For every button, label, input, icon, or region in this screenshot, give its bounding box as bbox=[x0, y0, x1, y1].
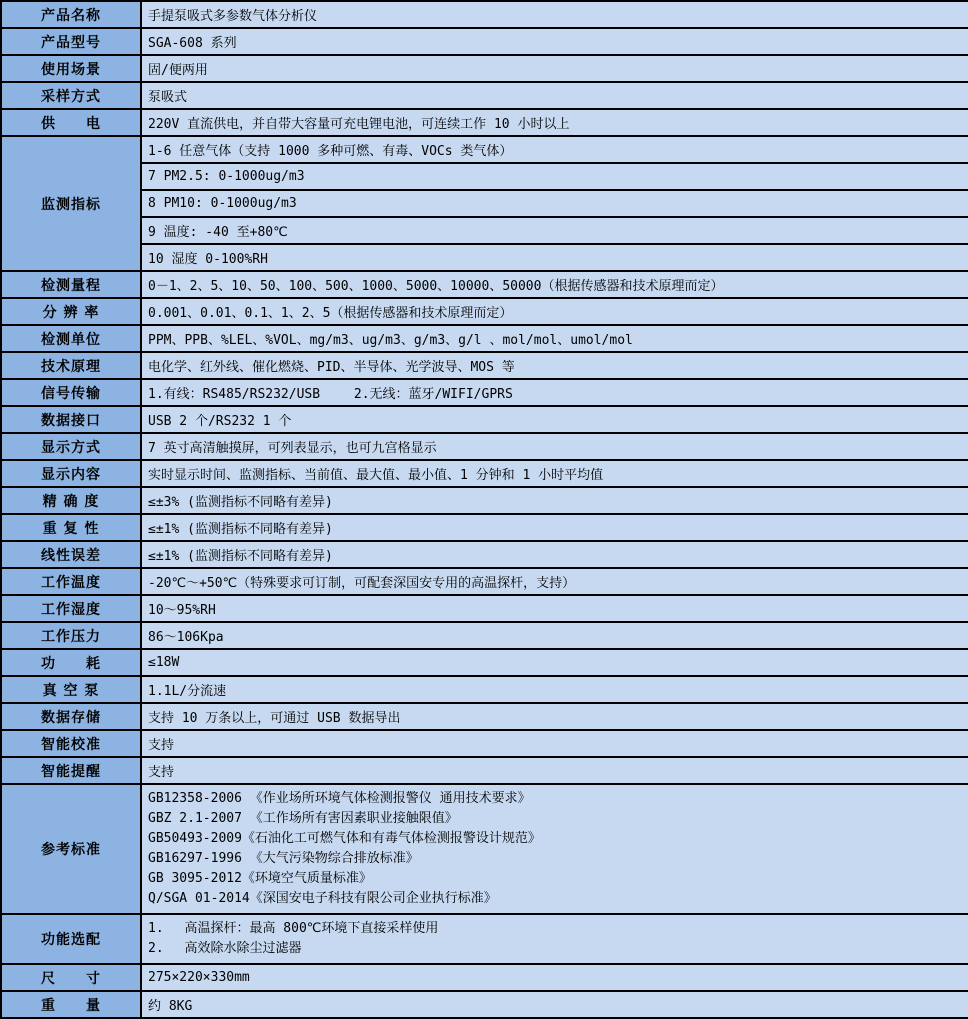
table-row bbox=[1, 1, 968, 28]
spec-label: 重 复 性 bbox=[1, 514, 141, 541]
table-row bbox=[1, 757, 968, 784]
spec-value: 10～95%RH bbox=[141, 595, 968, 622]
table-row bbox=[1, 595, 968, 622]
spec-label: 采样方式 bbox=[1, 82, 141, 109]
spec-value bbox=[141, 784, 968, 914]
table-row bbox=[1, 55, 968, 82]
spec-value: ≤±1% (监测指标不同略有差异) bbox=[141, 541, 968, 568]
table-row bbox=[1, 217, 968, 244]
spec-value: 约 8KG bbox=[141, 991, 968, 1018]
table-row bbox=[1, 703, 968, 730]
table-row bbox=[1, 244, 968, 271]
table-row bbox=[1, 676, 968, 703]
spec-label: 工作温度 bbox=[1, 568, 141, 595]
spec-label: 线性误差 bbox=[1, 541, 141, 568]
table-row bbox=[1, 109, 968, 136]
spec-label: 真 空 泵 bbox=[1, 676, 141, 703]
spec-label: 供 电 bbox=[1, 109, 141, 136]
table-row bbox=[1, 541, 968, 568]
spec-label: 尺 寸 bbox=[1, 964, 141, 991]
spec-label: 检测量程 bbox=[1, 271, 141, 298]
table-row bbox=[1, 622, 968, 649]
spec-label: 工作压力 bbox=[1, 622, 141, 649]
spec-value bbox=[141, 914, 968, 964]
spec-value: ≤±1% (监测指标不同略有差异) bbox=[141, 514, 968, 541]
spec-value: 7 英寸高清触摸屏，可列表显示，也可九宫格显示 bbox=[141, 433, 968, 460]
spec-label: 检测单位 bbox=[1, 325, 141, 352]
table-row bbox=[1, 514, 968, 541]
table-row bbox=[1, 649, 968, 676]
table-row bbox=[1, 964, 968, 991]
spec-value: PPM、PPB、%LEL、%VOL、mg/m3、ug/m3、g/m3、g/l 、mol/mol、umol/mol bbox=[141, 325, 968, 352]
spec-label: 分 辨 率 bbox=[1, 298, 141, 325]
spec-value-line: GBZ 2.1-2007 《工作场所有害因素职业接触限值》 bbox=[148, 811, 458, 826]
table-row bbox=[1, 352, 968, 379]
spec-value: 0－1、2、5、10、50、100、500、1000、5000、10000、50000（根据传感器和技术原理而定） bbox=[141, 271, 968, 298]
spec-label: 产品型号 bbox=[1, 28, 141, 55]
spec-value: 10 湿度 0-100%RH bbox=[141, 244, 968, 271]
spec-label: 智能校准 bbox=[1, 730, 141, 757]
spec-value-line: Q/SGA 01-2014《深国安电子科技有限公司企业执行标准》 bbox=[148, 891, 497, 906]
spec-rows bbox=[1, 1, 968, 1018]
table-row bbox=[1, 568, 968, 595]
spec-value: SGA-608 系列 bbox=[141, 28, 968, 55]
spec-label: 智能提醒 bbox=[1, 757, 141, 784]
spec-value-line: GB50493-2009《石油化工可燃气体和有毒气体检测报警设计规范》 bbox=[148, 831, 541, 846]
spec-value: ≤±3% (监测指标不同略有差异) bbox=[141, 487, 968, 514]
spec-value: 9 温度: -40 至+80℃ bbox=[141, 217, 968, 244]
spec-value: ≤18W bbox=[141, 649, 968, 676]
table-row bbox=[1, 460, 968, 487]
spec-value: 电化学、红外线、催化燃烧、PID、半导体、光学波导、MOS 等 bbox=[141, 352, 968, 379]
spec-value: 220V 直流供电，并自带大容量可充电锂电池，可连续工作 10 小时以上 bbox=[141, 109, 968, 136]
spec-label: 信号传输 bbox=[1, 379, 141, 406]
spec-value-line: GB12358-2006 《作业场所环境气体检测报警仪 通用技术要求》 bbox=[148, 791, 531, 806]
table-row bbox=[1, 28, 968, 55]
spec-label: 技术原理 bbox=[1, 352, 141, 379]
spec-value: 86～106Kpa bbox=[141, 622, 968, 649]
spec-value: 1.有线：RS485/RS232/USB 2.无线：蓝牙/WIFI/GPRS bbox=[141, 379, 968, 406]
spec-value-line: 1. 高温探杆：最高 800℃环境下直接采样使用 bbox=[148, 921, 439, 936]
spec-label: 参考标准 bbox=[1, 784, 141, 914]
table-row bbox=[1, 379, 968, 406]
spec-label: 显示内容 bbox=[1, 460, 141, 487]
spec-label: 功能选配 bbox=[1, 914, 141, 964]
table-row bbox=[1, 433, 968, 460]
table-row bbox=[1, 784, 968, 914]
spec-value: -20℃～+50℃（特殊要求可订制，可配套深国安专用的高温探杆，支持） bbox=[141, 568, 968, 595]
spec-value-line: GB16297-1996 《大气污染物综合排放标准》 bbox=[148, 851, 419, 866]
table-row bbox=[1, 730, 968, 757]
spec-value: 7 PM2.5: 0-1000ug/m3 bbox=[141, 163, 968, 190]
table-row bbox=[1, 271, 968, 298]
spec-value: 支持 bbox=[141, 757, 968, 784]
spec-value: USB 2 个/RS232 1 个 bbox=[141, 406, 968, 433]
spec-value-line: 2. 高效除水除尘过滤器 bbox=[148, 941, 302, 956]
table-row bbox=[1, 487, 968, 514]
table-row bbox=[1, 82, 968, 109]
spec-label: 数据存储 bbox=[1, 703, 141, 730]
table-row bbox=[1, 136, 968, 163]
spec-value: 固/便两用 bbox=[141, 55, 968, 82]
spec-label: 精 确 度 bbox=[1, 487, 141, 514]
table-row bbox=[1, 163, 968, 190]
spec-value: 1-6 任意气体（支持 1000 多种可燃、有毒、VOCs 类气体） bbox=[141, 136, 968, 163]
spec-label: 功 耗 bbox=[1, 649, 141, 676]
spec-label: 数据接口 bbox=[1, 406, 141, 433]
table-row bbox=[1, 991, 968, 1018]
spec-label: 产品名称 bbox=[1, 1, 141, 28]
spec-value: 1.1L/分流速 bbox=[141, 676, 968, 703]
spec-label: 工作湿度 bbox=[1, 595, 141, 622]
spec-value: 8 PM10: 0-1000ug/m3 bbox=[141, 190, 968, 217]
spec-value-line: GB 3095-2012《环境空气质量标准》 bbox=[148, 871, 372, 886]
spec-value: 手提泵吸式多参数气体分析仪 bbox=[141, 1, 968, 28]
spec-value: 泵吸式 bbox=[141, 82, 968, 109]
table-row bbox=[1, 406, 968, 433]
table-row bbox=[1, 298, 968, 325]
spec-label: 重 量 bbox=[1, 991, 141, 1018]
table-row bbox=[1, 914, 968, 964]
spec-label: 监测指标 bbox=[1, 136, 141, 271]
table-row bbox=[1, 325, 968, 352]
spec-value: 275×220×330mm bbox=[141, 964, 968, 991]
spec-value: 0.001、0.01、0.1、1、2、5（根据传感器和技术原理而定） bbox=[141, 298, 968, 325]
spec-value: 实时显示时间、监测指标、当前值、最大值、最小值、1 分钟和 1 小时平均值 bbox=[141, 460, 968, 487]
spec-label: 使用场景 bbox=[1, 55, 141, 82]
spec-value: 支持 10 万条以上，可通过 USB 数据导出 bbox=[141, 703, 968, 730]
spec-label: 显示方式 bbox=[1, 433, 141, 460]
spec-value: 支持 bbox=[141, 730, 968, 757]
table-row bbox=[1, 190, 968, 217]
